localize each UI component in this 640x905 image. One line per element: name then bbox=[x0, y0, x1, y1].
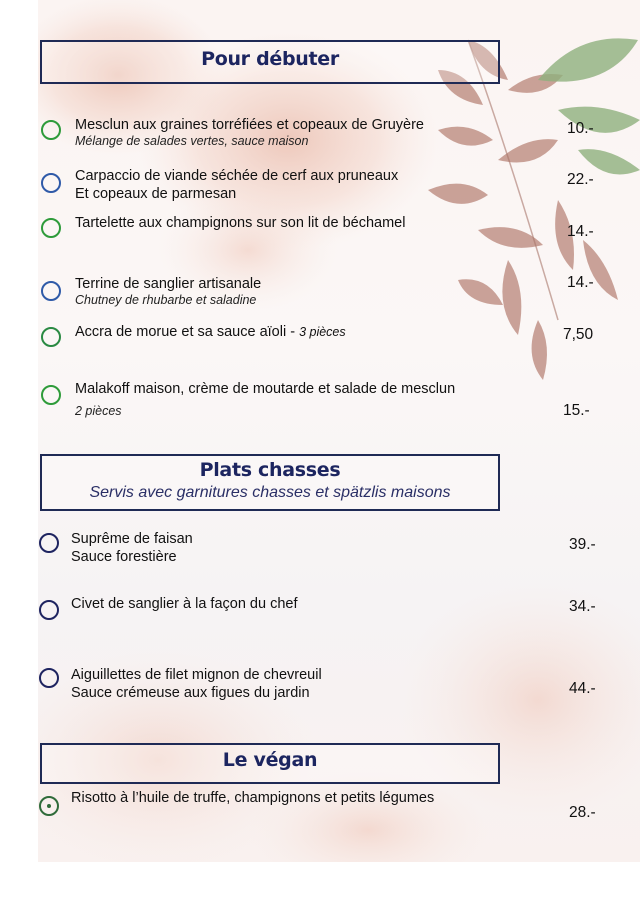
menu-item-description: Chutney de rhubarbe et saladine bbox=[75, 293, 257, 307]
menu-item-name-line2: Sauce forestière bbox=[71, 549, 177, 565]
item-bullet-icon bbox=[39, 600, 59, 620]
menu-item-price: 10.- bbox=[567, 120, 594, 137]
item-bullet-icon bbox=[39, 533, 59, 553]
menu-item-price: 34.- bbox=[569, 598, 596, 615]
menu-item-name: Tartelette aux champignons sur son lit de béchamel bbox=[75, 215, 406, 231]
menu-item-name: Civet de sanglier à la façon du chef bbox=[71, 596, 298, 612]
menu-item-price: 14.- bbox=[567, 223, 594, 240]
menu-item-price: 22.- bbox=[567, 171, 594, 188]
menu-item-name: Mesclun aux graines torréfiées et copeaux de Gruyère bbox=[75, 117, 424, 133]
item-bullet-icon bbox=[39, 668, 59, 688]
menu-item-name-text: Accra de morue et sa sauce aïoli - bbox=[75, 324, 300, 340]
item-bullet-icon bbox=[41, 327, 61, 347]
menu-item-description: 2 pièces bbox=[75, 404, 122, 418]
section-title: Plats chasses bbox=[199, 459, 341, 481]
menu-item-inline-note: 3 pièces bbox=[299, 325, 346, 339]
menu-item-price: 28.- bbox=[569, 804, 596, 821]
menu-item-price: 39.- bbox=[569, 536, 596, 553]
section-subtitle: Servis avec garnitures chasses et spätzlis maisons bbox=[89, 484, 451, 501]
menu-item-name: Carpaccio de viande séchée de cerf aux pruneaux bbox=[75, 168, 399, 184]
section-plats-chasses-box bbox=[40, 454, 500, 511]
section-pour-debuter-box bbox=[40, 40, 500, 84]
menu-item-name: Suprême de faisan bbox=[71, 531, 193, 547]
menu-item-name: Malakoff maison, crème de moutarde et salade de mesclun bbox=[75, 381, 456, 397]
item-bullet-icon bbox=[41, 218, 61, 238]
menu-item-name-line2: Sauce crémeuse aux figues du jardin bbox=[71, 685, 310, 701]
menu-item-price: 15.- bbox=[563, 402, 590, 419]
item-bullet-icon bbox=[41, 281, 61, 301]
menu-page bbox=[38, 0, 640, 862]
menu-item-price: 44.- bbox=[569, 680, 596, 697]
item-bullet-icon bbox=[41, 173, 61, 193]
section-title: Pour débuter bbox=[201, 48, 339, 70]
menu-item-price: 7,50 bbox=[563, 326, 594, 343]
menu-item-name-line2: Et copeaux de parmesan bbox=[75, 186, 237, 202]
vegan-bullet-icon bbox=[39, 796, 59, 816]
item-bullet-icon bbox=[41, 120, 61, 140]
menu-item-price: 14.- bbox=[567, 274, 594, 291]
item-bullet-icon bbox=[41, 385, 61, 405]
menu-item-name: Aiguillettes de filet mignon de chevreuil bbox=[71, 667, 322, 683]
menu-item-name: Risotto à l’huile de truffe, champignons et petits légumes bbox=[71, 790, 435, 806]
menu-item-description: Mélange de salades vertes, sauce maison bbox=[75, 134, 309, 148]
section-le-vegan-box bbox=[40, 743, 500, 784]
section-title: Le végan bbox=[222, 749, 318, 771]
menu-item-name bbox=[75, 324, 346, 341]
menu-item-name: Terrine de sanglier artisanale bbox=[75, 276, 262, 292]
